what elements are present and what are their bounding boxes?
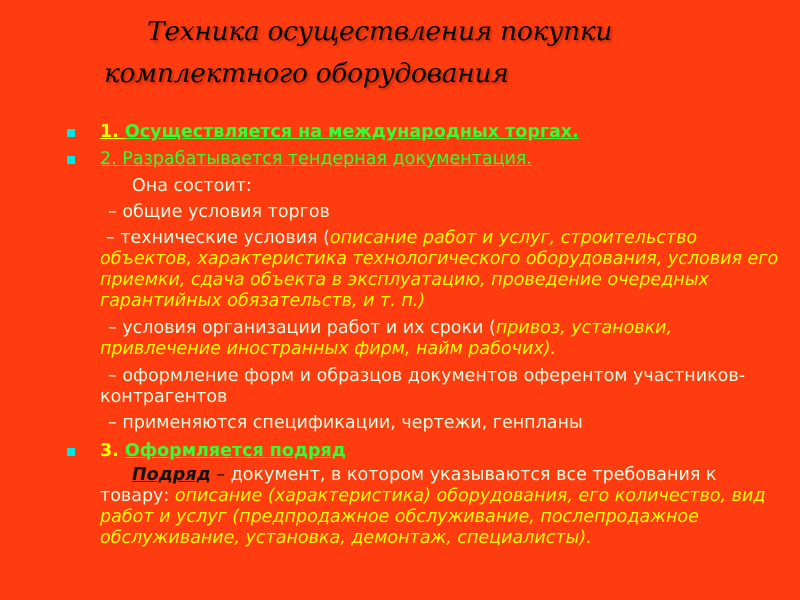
item-2-text: Разрабатывается тендерная документация. bbox=[122, 149, 532, 169]
list-item-2 bbox=[100, 149, 790, 170]
square-bullet-icon bbox=[67, 448, 75, 456]
square-bullet-icon bbox=[67, 129, 75, 137]
item-1-number: 1. bbox=[100, 122, 125, 142]
contract-definition-desc: описание (характеристика) оборудования, его количество, вид работ и услуг (предпродажное обслуживание, послепродажное обслуживание, установка, демонтаж, специалисты). bbox=[100, 486, 766, 548]
slide-title bbox=[0, 14, 800, 92]
detail-technical-label: – технические условия ( bbox=[106, 228, 330, 248]
detail-forms-label: – оформление форм и образцов bbox=[108, 366, 408, 386]
detail-technical-desc: описание работ и услуг, строительство объектов, характеристика технологического оборудования, условия его приемки, сдача объекта в эксплуатацию, проведение очередных гарантийных обязательств, и т. п.) bbox=[100, 228, 779, 311]
detail-forms bbox=[100, 366, 790, 408]
detail-work-desc: привоз, установки, привлечение иностранных фирм, найм рабочих). bbox=[100, 318, 673, 359]
contract-term: Подряд bbox=[132, 465, 211, 485]
item-3-text: Оформляется подряд bbox=[124, 441, 346, 461]
list-item-1 bbox=[100, 122, 790, 143]
slide-title-line-2: комплектного оборудования bbox=[104, 58, 509, 89]
detail-general-conditions: – общие условия торгов bbox=[108, 202, 330, 222]
item-3-number: 3. bbox=[100, 441, 125, 461]
slide-title-line-1: Техника осуществления покупки bbox=[147, 16, 613, 47]
list-item-3 bbox=[100, 441, 790, 462]
item-2-number: 2. bbox=[100, 149, 123, 169]
contract-definition bbox=[100, 465, 790, 549]
contract-dash: – bbox=[210, 465, 231, 485]
detail-work-label: – условия организации работ и их сроки ( bbox=[108, 318, 496, 338]
contract-definition-text: документ, в котором указываются все требования к товару: bbox=[100, 465, 717, 506]
detail-specifications: – применяются спецификации, чертежи, генпланы bbox=[108, 413, 583, 433]
detail-forms-desc: документов оферентом участников-контрагентов bbox=[100, 366, 746, 407]
detail-work-organization bbox=[100, 318, 790, 360]
square-bullet-icon bbox=[67, 156, 75, 164]
item-1-text: Осуществляется на международных торгах. bbox=[124, 122, 579, 142]
consists-label: Она состоит: bbox=[132, 176, 252, 196]
detail-technical-conditions bbox=[100, 228, 790, 312]
